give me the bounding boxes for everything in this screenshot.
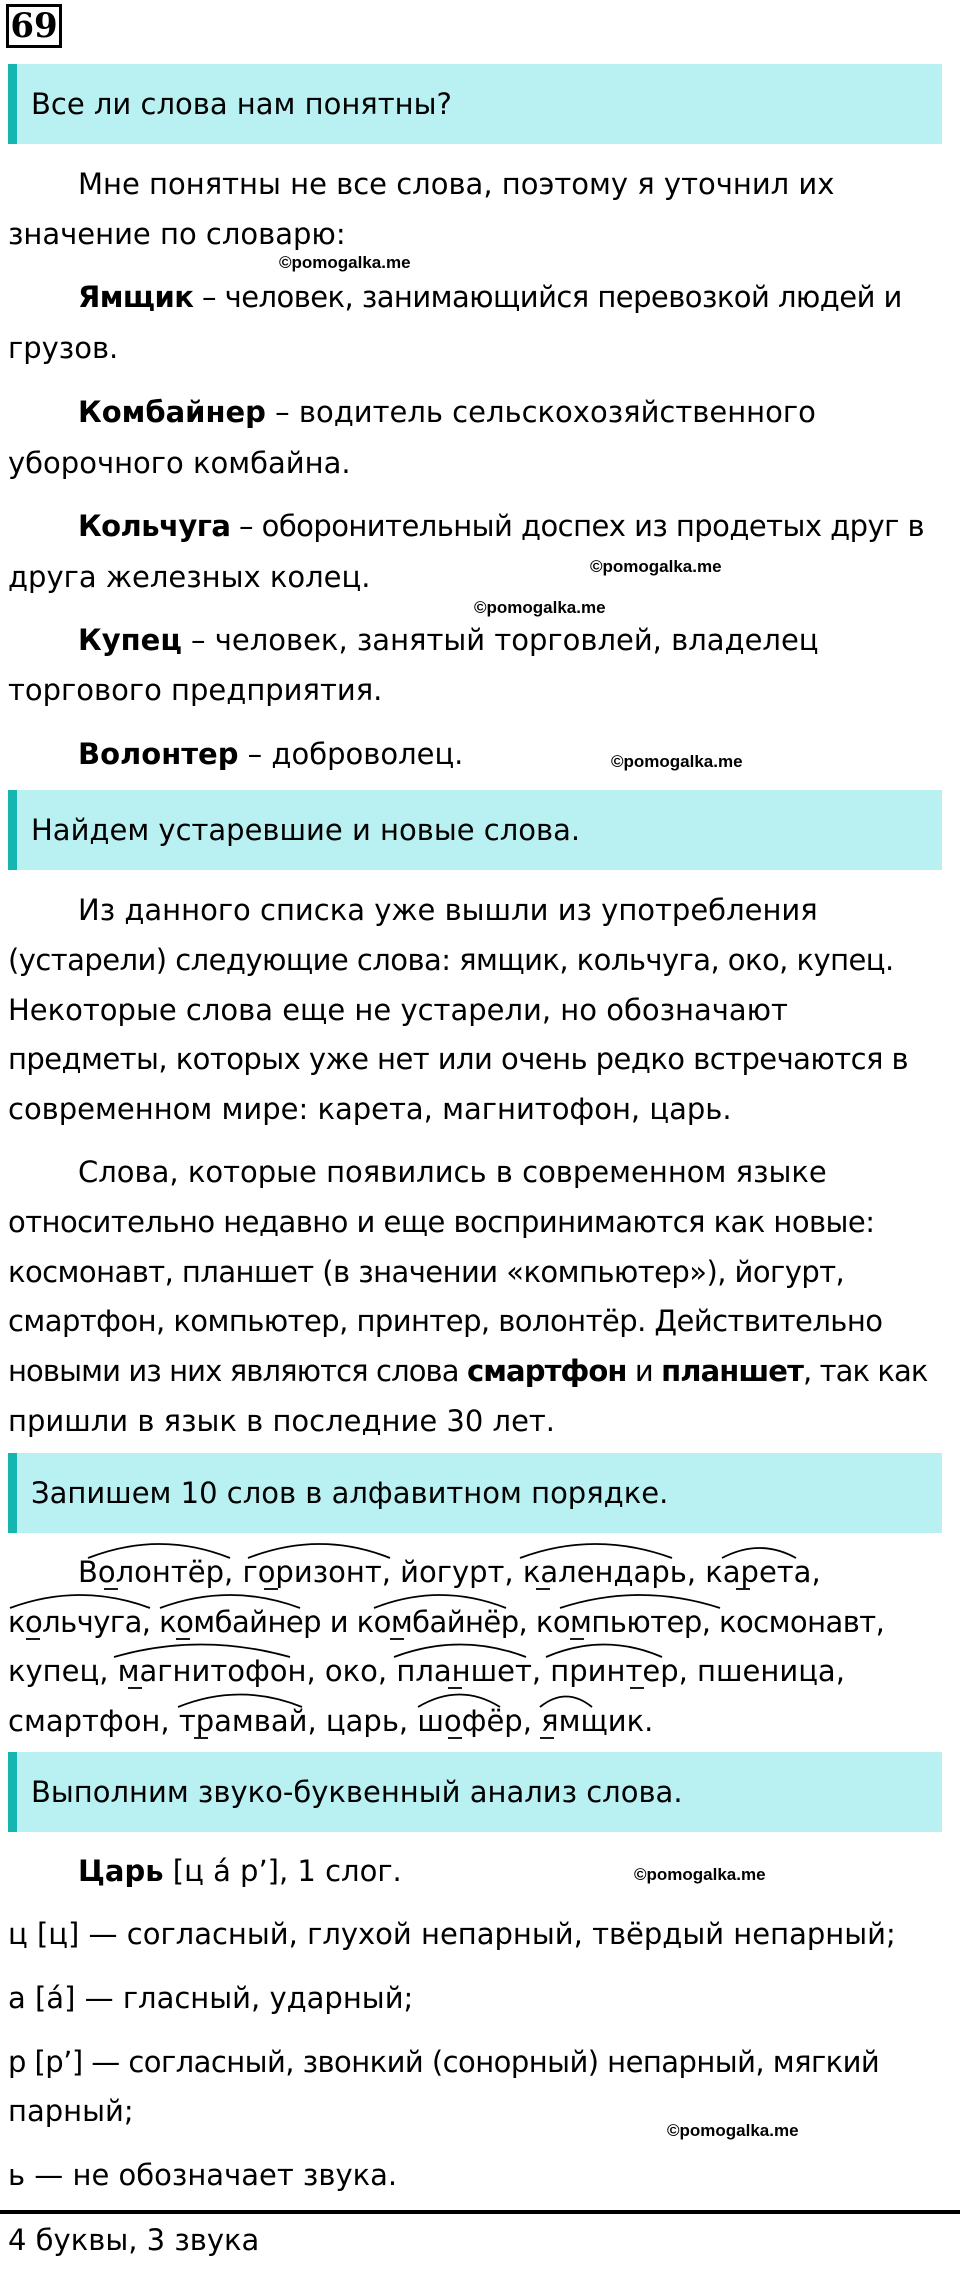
definition-term: Кольчуга (78, 509, 231, 543)
analysed-word: Царь (78, 1854, 164, 1888)
transcription: [ц а́ р’], 1 слог. (163, 1854, 402, 1888)
sound-line: а [а́] — гласный, ударный; (8, 1981, 414, 2015)
definition-continuation: друга железных колец. (8, 560, 371, 594)
definition-text: – человек, занимающийся перевозкой людей и (193, 280, 902, 314)
task-number-badge: 69 (6, 4, 62, 48)
paragraph-line: (устарели) следующие слова: ямщик, кольчуга, око, купец. (8, 943, 894, 977)
word-list-line: купец, магнитофон, око, планшет, принтер, пшеница, (8, 1654, 845, 1688)
section-heading-alphabetical: Запишем 10 слов в алфавитном порядке. (8, 1453, 942, 1533)
definition-continuation: грузов. (8, 331, 119, 365)
watermark: ©pomogalka.me (474, 598, 606, 617)
sound-line: ц [ц] — согласный, глухой непарный, твёрдый непарный; (8, 1917, 896, 1951)
definition-kombainer (78, 394, 816, 430)
emphasis-word: планшет (661, 1354, 803, 1388)
paragraph-line: современном мире: карета, магнитофон, царь. (8, 1092, 732, 1126)
watermark: ©pomogalka.me (279, 253, 411, 272)
emphasis-word: смартфон (466, 1354, 627, 1388)
paragraph-line: Из данного списка уже вышли из употребления (78, 893, 818, 927)
paragraph-line (8, 1353, 928, 1389)
paragraph-line: относительно недавно и еще воспринимаются как новые: (8, 1205, 875, 1239)
watermark: ©pomogalka.me (634, 1865, 766, 1884)
divider-rule (0, 2210, 960, 2214)
definition-term: Ямщик (78, 280, 194, 314)
definition-term: Купец (78, 623, 182, 657)
paragraph-line: Слова, которые появились в современном языке (78, 1155, 827, 1189)
summary-line: 4 буквы, 3 звука (8, 2223, 260, 2257)
text-fragment: новыми из них являются слова (8, 1354, 467, 1388)
definition-volonter (78, 736, 463, 772)
section-heading-phonetic: Выполним звуко-буквенный анализ слова. (8, 1752, 942, 1832)
intro-line-2: значение по словарю: (8, 217, 346, 251)
watermark: ©pomogalka.me (667, 2121, 799, 2140)
definition-continuation: уборочного комбайна. (8, 446, 351, 480)
definition-text: – водитель сельскохозяйственного (265, 395, 816, 429)
section-heading-understand: Все ли слова нам понятны? (8, 64, 942, 144)
definition-text: – оборонительный доспех из продетых друг в (230, 509, 924, 543)
intro-line-1: Мне понятны не все слова, поэтому я уточнил их (78, 167, 835, 201)
definition-text: – человек, занятый торговлей, владелец (181, 623, 819, 657)
section-heading-old-new: Найдем устаревшие и новые слова. (8, 790, 942, 870)
word-list-line: Волонтёр, горизонт, йогурт, календарь, карета, (78, 1555, 821, 1589)
paragraph-line: предметы, которых уже нет или очень редко встречаются в (8, 1042, 909, 1076)
paragraph-line: Некоторые слова еще не устарели, но обозначают (8, 993, 788, 1027)
watermark: ©pomogalka.me (590, 557, 722, 576)
definition-continuation: торгового предприятия. (8, 673, 383, 707)
word-list-line: кольчуга, комбайнер и комбайнёр, компьютер, космонавт, (8, 1605, 885, 1639)
definition-yamshchik (78, 279, 902, 315)
paragraph-line: пришли в язык в последние 30 лет. (8, 1404, 556, 1438)
sound-line: р [р’] — согласный, звонкий (сонорный) непарный, мягкий (8, 2045, 880, 2079)
sound-line: ь — не обозначает звука. (8, 2158, 398, 2192)
paragraph-line: смартфон, компьютер, принтер, волонтёр. Действительно (8, 1304, 883, 1338)
word-list-line: смартфон, трамвай, царь, шофёр, ямщик. (8, 1704, 654, 1738)
sound-line: парный; (8, 2094, 134, 2128)
text-fragment: , так как (802, 1354, 928, 1388)
definition-kolchuga (78, 508, 924, 544)
definition-text: – доброволец. (238, 737, 464, 771)
definition-kupets (78, 622, 819, 658)
definition-term: Волонтер (78, 737, 239, 771)
definition-term: Комбайнер (78, 395, 266, 429)
watermark: ©pomogalka.me (611, 752, 743, 771)
text-fragment: и (626, 1354, 662, 1388)
paragraph-line: космонавт, планшет (в значении «компьютер»), йогурт, (8, 1255, 845, 1289)
phonetic-header (78, 1853, 402, 1889)
